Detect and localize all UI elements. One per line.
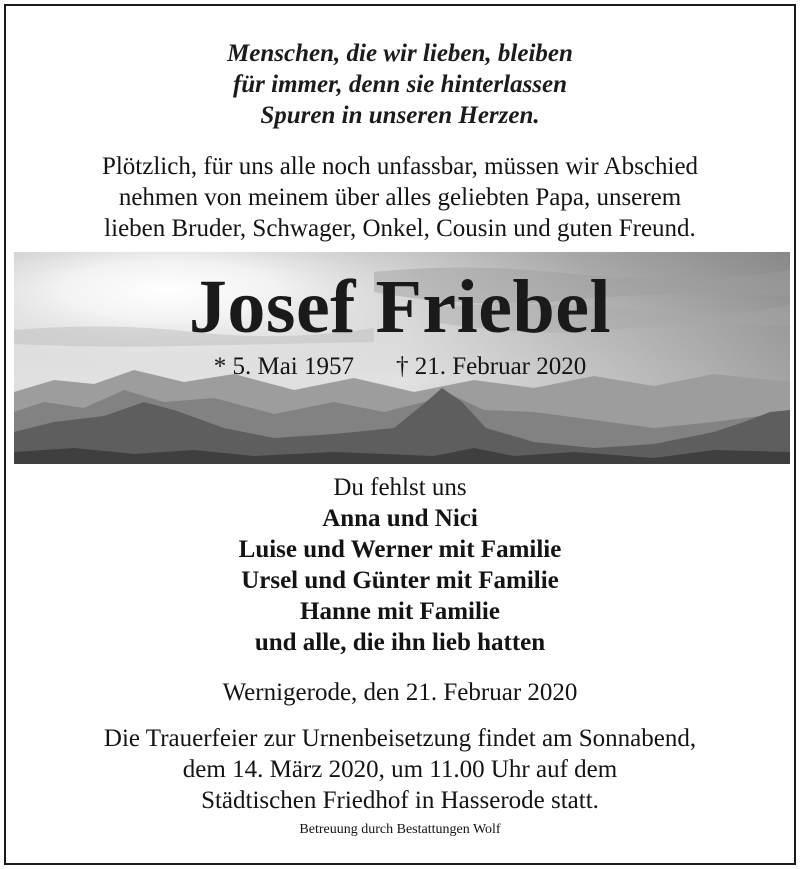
undertaker-credit: Betreuung durch Bestattungen Wolf: [299, 822, 501, 837]
place-and-date: Wernigerode, den 21. Februar 2020: [222, 679, 578, 706]
motto-line: Menschen, die wir lieben, bleiben: [227, 40, 573, 67]
mourner-line: Hanne mit Familie: [300, 598, 500, 625]
birth-date: * 5. Mai 1957: [213, 353, 355, 380]
mourners-heading: Du fehlst uns: [333, 474, 467, 501]
mourner-line: Luise und Werner mit Familie: [238, 536, 562, 563]
motto-verse: [6, 38, 794, 131]
funeral-line: Die Trauerfeier zur Urnenbeisetzung findet am Sonnabend,: [103, 725, 697, 752]
life-dates: [6, 351, 794, 383]
mourners-section: [6, 472, 794, 658]
funeral-line: dem 14. März 2020, um 11.00 Uhr auf dem: [182, 756, 618, 783]
deceased-name: Josef Friebel: [188, 265, 612, 349]
funeral-details: [6, 723, 794, 816]
intro-text: [6, 151, 794, 244]
intro-line: Plötzlich, für uns alle noch unfassbar, müssen wir Abschied: [101, 153, 699, 180]
mourner-line: Anna und Nici: [322, 505, 478, 532]
mourner-line: Ursel und Günter mit Familie: [241, 567, 559, 594]
funeral-line: Städtischen Friedhof in Hasserode statt.: [201, 787, 599, 814]
intro-line: lieben Bruder, Schwager, Onkel, Cousin und guten Freund.: [104, 215, 696, 242]
intro-line: nehmen von meinem über alles geliebten Papa, unserem: [118, 184, 682, 211]
mourner-line: und alle, die ihn lieb hatten: [254, 629, 546, 656]
obituary-notice: [4, 4, 796, 865]
motto-line: für immer, denn sie hinterlassen: [232, 71, 568, 98]
motto-line: Spuren in unseren Herzen.: [260, 102, 540, 129]
death-date: † 21. Februar 2020: [396, 353, 587, 380]
